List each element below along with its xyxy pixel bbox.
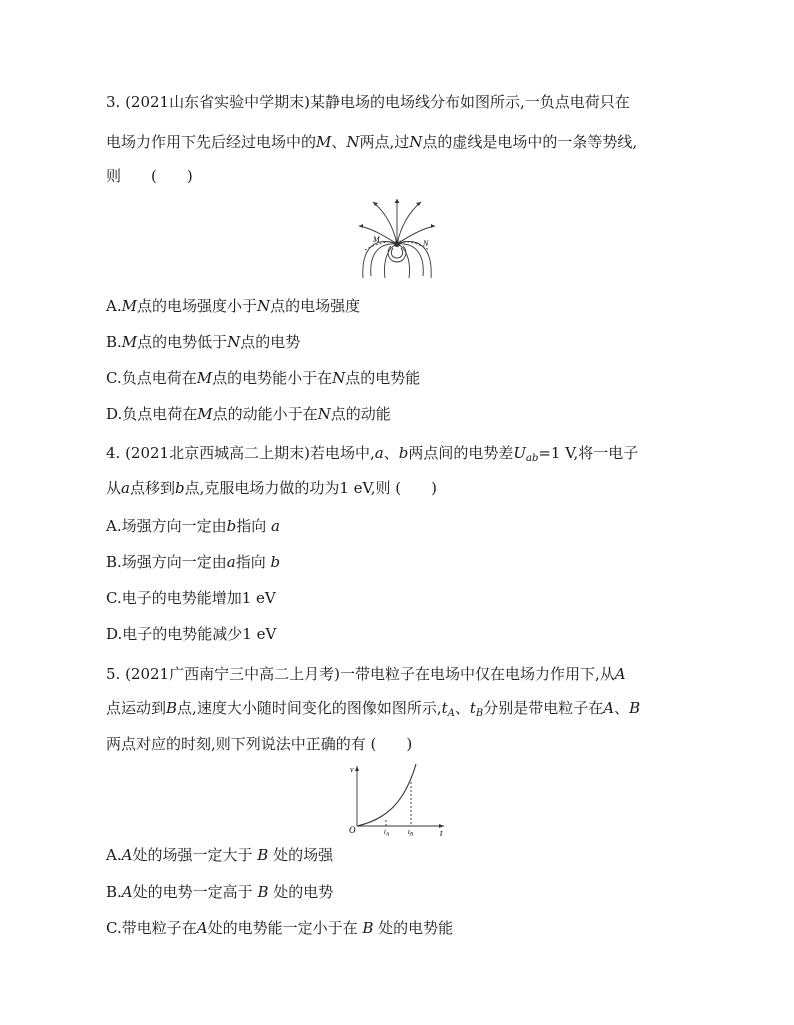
q4-option-b: B.场强方向一定由a指向 b xyxy=(106,553,281,571)
q3-stem-line1: 3. (2021山东省实验中学期末)某静电场的电场线分布如图所示,一负点电荷只在 xyxy=(106,93,630,111)
q3-option-b: B.M点的电势低于N点的电势 xyxy=(106,333,301,351)
q4-stem-line2: 从a点移到b点,克服电场力做的功为1 eV,则 ( ) xyxy=(106,479,438,497)
q3-option-d: D.负点电荷在M点的动能小于在N点的动能 xyxy=(106,405,391,423)
graph-x-label: t xyxy=(440,828,443,838)
q3-stem-line3: 则 ( ) xyxy=(106,167,193,185)
graph-tick-a: t xyxy=(384,828,386,836)
q5-option-a: A.A处的场强一定大于 B 处的场强 xyxy=(106,846,334,864)
q3-option-c: C.负点电荷在M点的电势能小于在N点的电势能 xyxy=(106,369,421,387)
graph-tick-b-sub: B xyxy=(409,832,414,838)
graph-tick-a-sub: A xyxy=(385,832,390,838)
q4-option-d: D.电子的电势能减少1 eV xyxy=(106,625,277,643)
q5-stem-line1: 5. (2021广西南宁三中高二上月考)一带电粒子在电场中仅在电场力作用下,从A xyxy=(106,665,626,683)
svg-text:tB xyxy=(408,828,413,838)
q5-option-b: B.A处的电势一定高于 B 处的电势 xyxy=(106,883,334,901)
q4-option-a: A.场强方向一定由b指向 a xyxy=(106,517,280,535)
electric-field-lines-figure xyxy=(355,196,439,280)
q5-stem-line3: 两点对应的时刻,则下列说法中正确的有 ( ) xyxy=(106,735,413,753)
graph-origin-label: O xyxy=(349,825,356,835)
graph-y-label: v xyxy=(350,765,354,774)
q4-stem-line1: 4. (2021北京西城高二上期末)若电场中,a、b两点间的电势差$U_{ab}=1$ V,将一电子 xyxy=(106,444,639,464)
q4-option-c: C.电子的电势能增加1 eV xyxy=(106,589,276,607)
svg-text:tA xyxy=(384,828,390,838)
graph-tick-b: t xyxy=(408,828,410,836)
q5-option-c: C.带电粒子在A处的电势能一定小于在 B 处的电势能 xyxy=(106,919,454,937)
velocity-time-graph xyxy=(344,760,450,838)
q5-stem-line2: 点运动到B点,速度大小随时间变化的图像如图所示$,t_A$、$t_B$分别是带电粒子在A、B xyxy=(106,699,641,719)
fig-label-n: N xyxy=(423,239,429,248)
q3-stem-line2: 电场力作用下先后经过电场中的M、N两点,过N点的虚线是电场中的一条等势线, xyxy=(106,133,638,151)
q3-option-a: A.M点的电场强度小于N点的电场强度 xyxy=(106,297,361,315)
fig-label-m: M xyxy=(373,235,380,244)
